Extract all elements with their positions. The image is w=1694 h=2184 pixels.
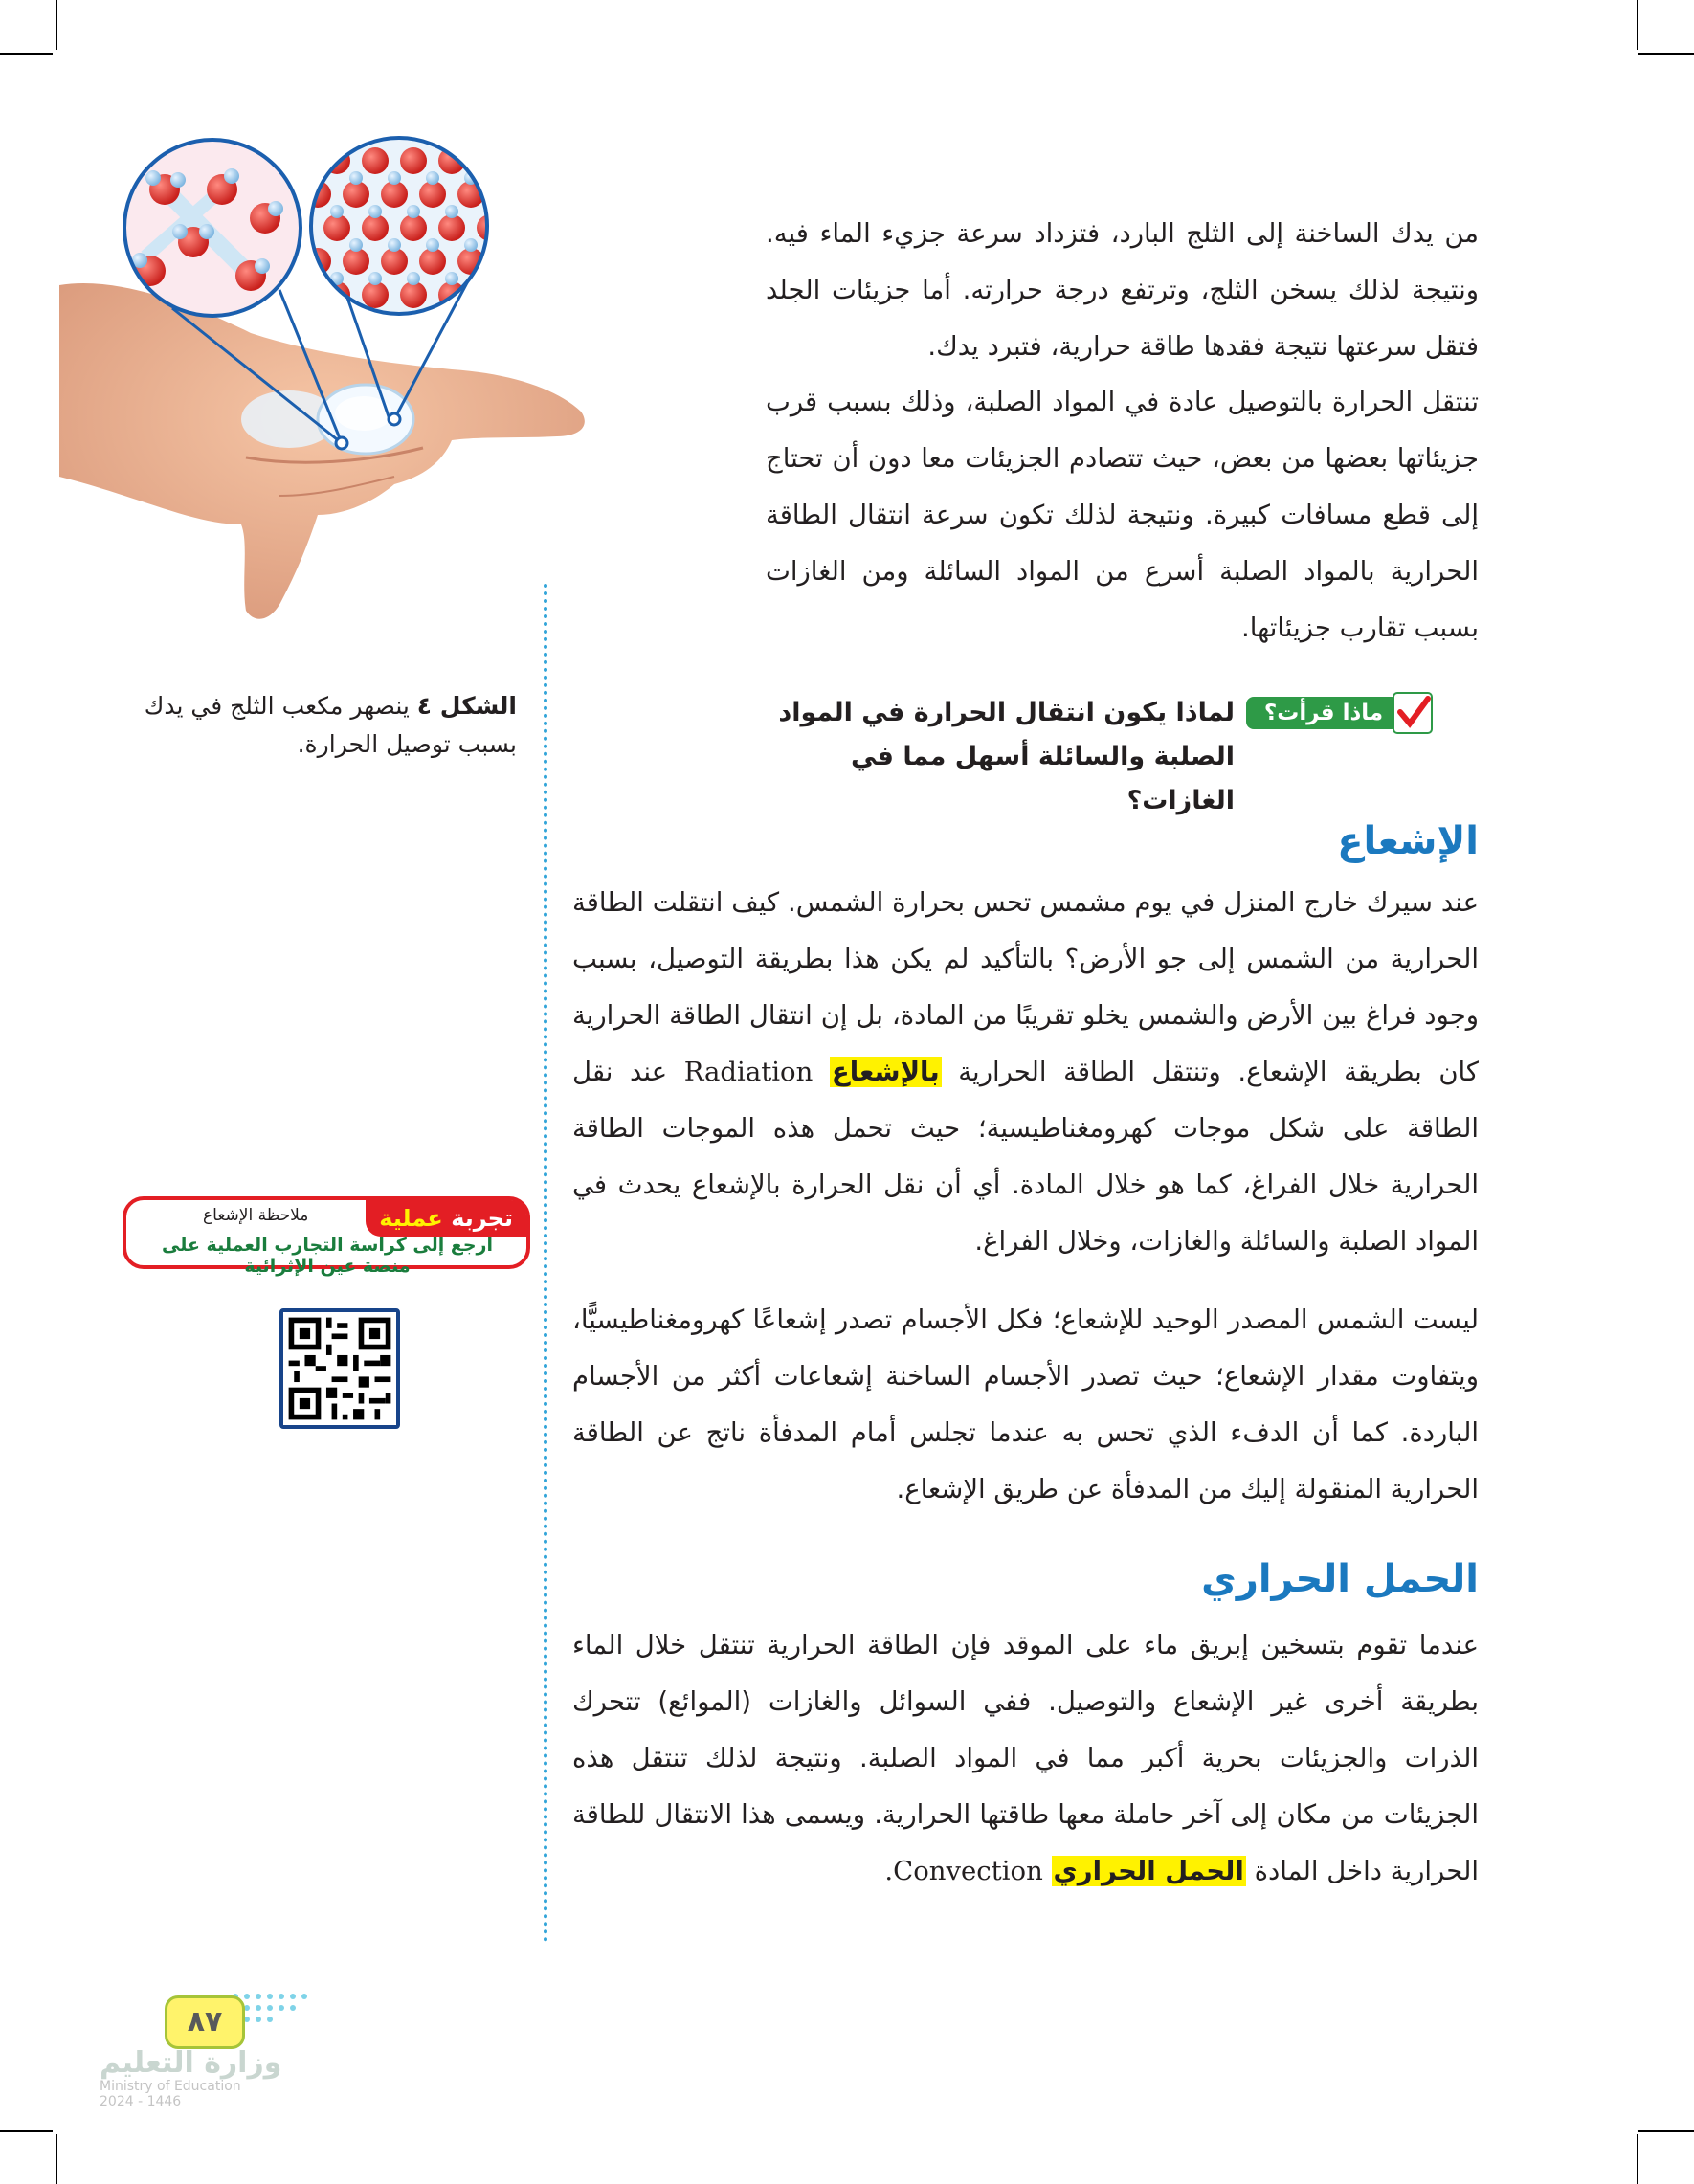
crop-mark (1637, 0, 1638, 50)
qr-code[interactable] (279, 1308, 400, 1429)
section-heading-convection: الحمل الحراري (1201, 1557, 1479, 1601)
lab-activity-box[interactable] (123, 1196, 530, 1277)
crop-mark (56, 0, 57, 50)
lab-title: ملاحظة الإشعاع (203, 1206, 309, 1225)
lab-tag-word2: عملية (379, 1205, 443, 1232)
paragraph-conduction-1: من يدك الساخنة إلى الثلج البارد، فتزداد سرعة جزيء الماء فيه. ونتيجة لذلك يسخن الثلج، وترتفع درجة حرارته. أما جزيئات الجلد فتقل سرعتها نتيجة فقدها طاقة حرارية، فتبرد يدك. (766, 218, 1479, 362)
paragraph-convection (572, 1617, 1479, 1900)
ministry-watermark (100, 2048, 281, 2109)
term-radiation-ar: بالإشعاع (831, 1057, 940, 1087)
lab-tag (366, 1200, 526, 1237)
lab-instruction: ارجع إلى كراسة التجارب العملية على منصة عين الإثرائية (161, 1235, 494, 1277)
hand-ice-illustration (59, 132, 595, 649)
radiation-text-before: عند سيرك خارج المنزل في يوم مشمس تحس بحرارة الشمس. كيف انتقلت الطاقة الحرارية من الشمس إلى جو الأرض؟ بالتأكيد لم يكن هذا بطريقة التوصيل، بسبب وجود فراغ بين الأرض والشمس يخلو تقريبًا من المادة، بل إن انتقال الطاقة الحرارية كان بطريقة الإشعاع. وتنتقل الطاقة الحرارية (572, 887, 1480, 1087)
crop-mark (56, 2134, 57, 2184)
convection-text: عندما تقوم بتسخين إبريق ماء على الموقد فإن الطاقة الحرارية تنتقل خلال الماء بطريقة أخرى غير الإشعاع والتوصيل. ففي السوائل والغازات (الموائع) تتحرك الذرات والجزيئات بحرية أكبر مما في المواد الصلبة. ونتيجة لذلك تنتقل هذه الجزيئات من مكان إلى آخر حاملة معها طاقتها الحرارية. ويسمى هذا الانتقال للطاقة الحرارية داخل المادة (572, 1630, 1479, 1886)
qr-code-pattern (283, 1312, 396, 1425)
ministry-year: 2024 - 1446 (100, 2094, 182, 2109)
paragraph-conduction-2: تنتقل الحرارة بالتوصيل عادة في المواد الصلبة، وذلك بسبب قرب جزيئاتها بعضها من بعض، حيث تتصادم الجزيئات معا دون أن تحتاج إلى قطع مسافات كبيرة. ونتيجة لذلك تكون سرعة انتقال الطاقة الحرارية بالمواد الصلبة أسرع من المواد السائلة ومن الغازات بسبب تقارب جزيئاتها. (766, 387, 1479, 643)
figure-caption-text: ينصهر مكعب الثلج في يدك بسبب توصيل الحرارة. (144, 692, 517, 758)
crop-mark (1638, 2130, 1694, 2132)
what-read-label: ماذا قرأت؟ (1263, 701, 1384, 725)
column-separator (544, 584, 547, 1943)
crop-mark (0, 53, 53, 55)
page-number: ٨٧ (165, 1995, 245, 2049)
crop-mark (1637, 2134, 1638, 2184)
ministry-name-ar: وزارة التعليم (100, 2046, 282, 2080)
term-convection-en: Convection. (884, 1856, 1043, 1886)
crop-mark (0, 2130, 53, 2132)
paragraph-radiation-2: ليست الشمس المصدر الوحيد للإشعاع؛ فكل الأجسام تصدر إشعاعًا كهرومغناطيسيًّا، ويتفاوت مقدار الإشعاع؛ حيث تصدر الأجسام الساخنة إشعاعات أكثر من الأجسام الباردة. كما أن الدفء الذي تحس به عندما تجلس أمام المدفأة ناتج عن الطاقة الحرارية المنقولة إليك من المدفأة عن طريق الإشعاع. (572, 1304, 1479, 1504)
what-read-question: لماذا يكون انتقال الحرارة في المواد الصلبة والسائلة أسهل مما في الغازات؟ (778, 698, 1235, 815)
section-heading-radiation: الإشعاع (1337, 819, 1479, 863)
radiation-text-after: عند نقل الطاقة على شكل موجات كهرومغناطيسية؛ حيث تحمل هذه الموجات الطاقة الحرارية خلال الفراغ، كما هو خلال المادة. أي أن نقل الحرارة بالإشعاع يحدث في المواد الصلبة والسائلة والغازات، وخلال الفراغ. (572, 1057, 1479, 1257)
ministry-name-en: Ministry of Education (100, 2079, 241, 2094)
term-radiation-en: Radiation (683, 1057, 814, 1087)
figure-label: الشكل ٤ (416, 692, 517, 720)
figure-caption (123, 687, 517, 764)
lab-tag-word1: تجربة (451, 1205, 513, 1232)
term-convection-ar: الحمل الحراري (1053, 1856, 1244, 1886)
paragraph-radiation-1 (572, 875, 1479, 1270)
crop-mark (1638, 53, 1694, 55)
